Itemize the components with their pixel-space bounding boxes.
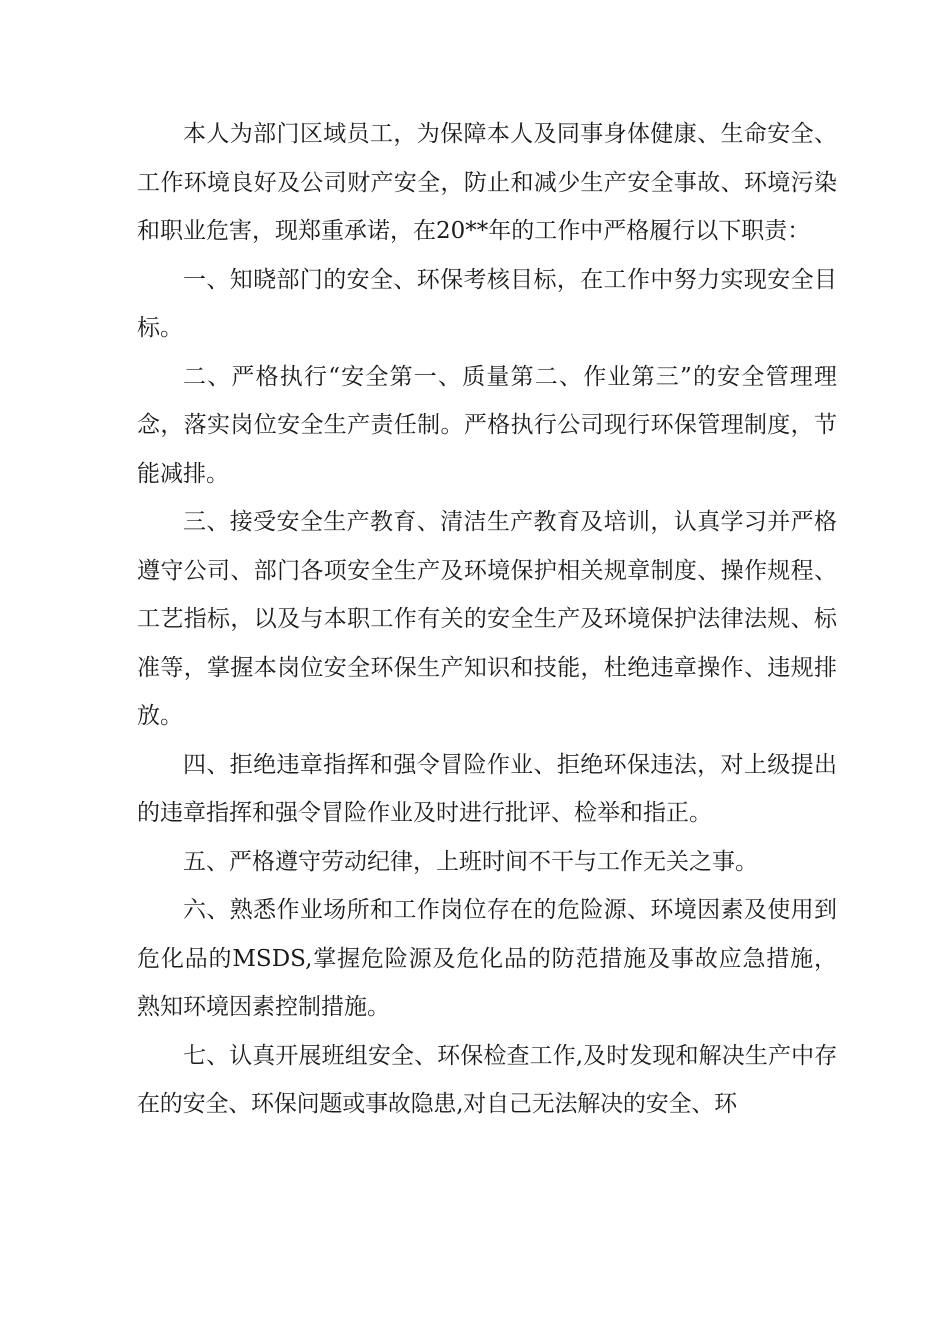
paragraph-item-1: 一、知晓部门的安全、环保考核目标，在工作中努力实现安全目标。 xyxy=(137,266,837,341)
paragraph-item-4: 四、拒绝违章指挥和强令冒险作业、拒绝环保违法，对上级提出的违章指挥和强令冒险作业及时进行批评、检举和指正。 xyxy=(137,751,837,826)
paragraph-intro: 本人为部门区域员工，为保障本人及同事身体健康、生命安全、工作环境良好及公司财产安全，防止和减少生产安全事故、环境污染和职业危害，现郑重承诺，在20**年的工作中严格履行以下职责： xyxy=(137,121,837,244)
paragraph-item-2: 二、严格执行“安全第一、质量第二、作业第三”的安全管理理念，落实岗位安全生产责任制。严格执行公司现行环保管理制度，节能减排。 xyxy=(137,363,837,487)
paragraph-item-5: 五、严格遵守劳动纪律，上班时间不干与工作无关之事。 xyxy=(183,848,758,875)
document-body xyxy=(137,110,837,1129)
paragraph-item-3: 三、接受安全生产教育、清洁生产教育及培训，认真学习并严格遵守公司、部门各项安全生产及环境保护相关规章制度、操作规程、工艺指标，以及与本职工作有关的安全生产及环境保护法律法规、标准等，掌握本岗位安全环保生产知识和技能，杜绝违章操作、违规排放。 xyxy=(137,509,837,729)
paragraph-item-7: 七、认真开展班组安全、环保检查工作,及时发现和解决生产中存在的安全、环保问题或事故隐患,对自己无法解决的安全、环 xyxy=(137,1042,837,1117)
paragraph-item-6: 六、熟悉作业场所和工作岗位存在的危险源、环境因素及使用到危化品的MSDS,掌握危险源及危化品的防范措施及事故应急措施，熟知环境因素控制措施。 xyxy=(137,897,837,1020)
